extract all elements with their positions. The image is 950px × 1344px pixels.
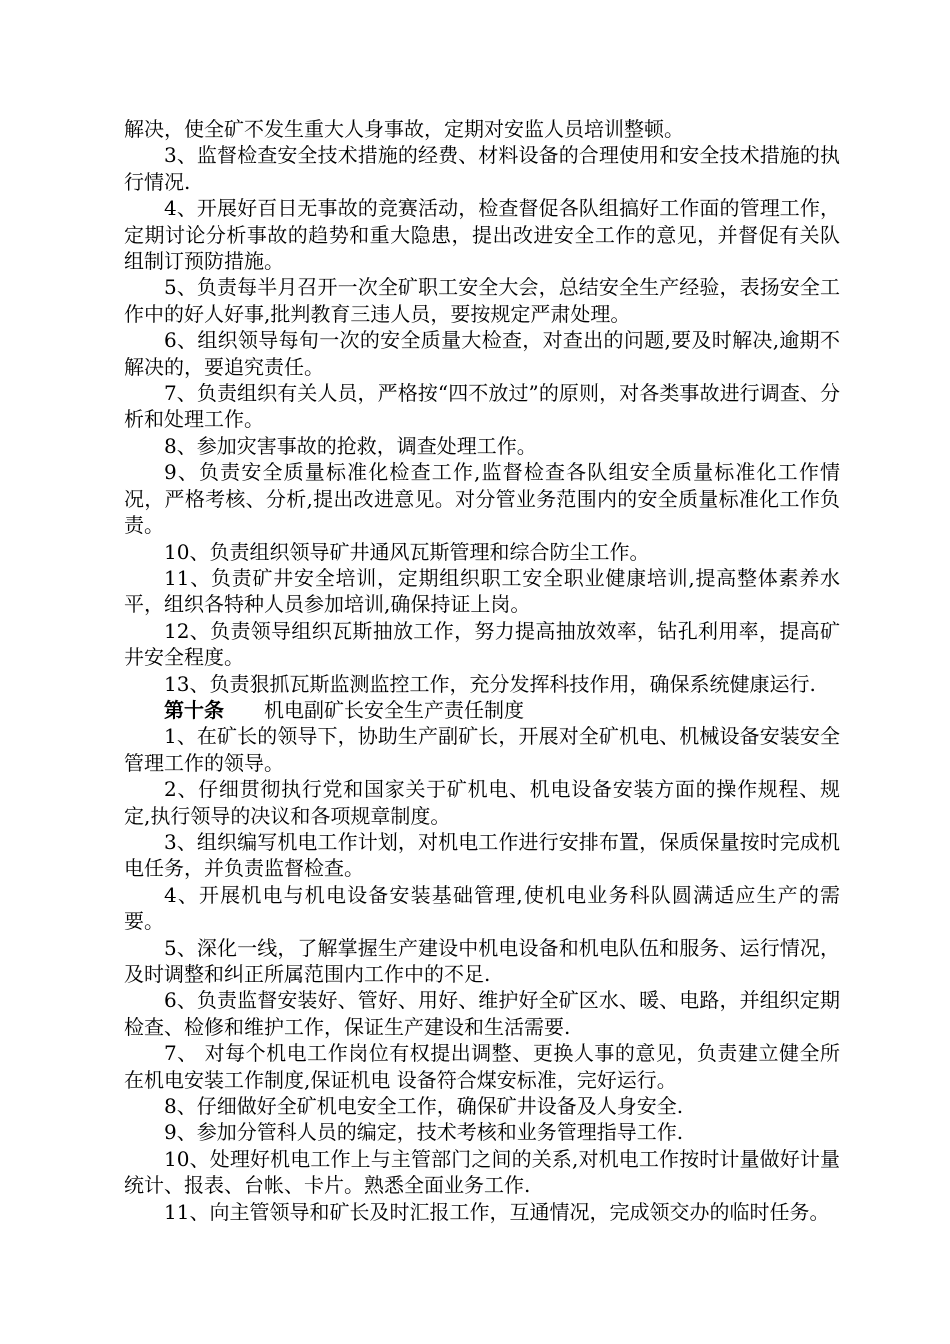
duty-item-6: 6、组织领导每旬一次的安全质量大检查，对查出的问题,要及时解决,逾期不解决的，要追究责任。 [124,328,840,379]
mech-duty-item-10: 10、处理好机电工作上与主管部门之间的关系,对机电工作按时计量做好计量统计、报表、台帐、卡片。熟悉全面业务工作. [124,1146,840,1198]
duty-item-4: 4、开展好百日无事故的竞赛活动，检查督促各队组搞好工作面的管理工作，定期讨论分析事故的趋势和重大隐患，提出改进安全工作的意见，并督促有关队组制订预防措施。 [124,196,840,274]
mech-duty-item-8: 8、仔细做好全矿机电安全工作，确保矿井设备及人身安全. [164,1094,684,1119]
document-body [124,116,840,1225]
article-title: 机电副矿长安全生产责任制度 [264,697,524,722]
mech-duty-item-4: 4、开展机电与机电设备安装基础管理,使机电业务科队圆满适应生产的需要。 [124,882,840,934]
duty-item-11: 11、负责矿井安全培训，定期组织职工安全职业健康培训,提高整体素养水平，组织各特种人员参加培训,确保持证上岗。 [124,565,840,617]
duty-item-8: 8、参加灾害事故的抢救，调查处理工作。 [164,433,537,458]
mech-duty-item-9: 9、参加分管科人员的编定，技术考核和业务管理指导工作. [164,1120,684,1145]
mech-duty-item-2: 2、仔细贯彻执行党和国家关于矿机电、机电设备安装方面的操作规程、规定,执行领导的决议和各项规章制度。 [124,777,840,828]
article-heading [124,697,840,723]
mech-duty-item-7: 7、 对每个机电工作岗位有权提出调整、更换人事的意见，负责建立健全所在机电安装工作制度,保证机电 设备符合煤安标准，完好运行。 [124,1041,840,1092]
mech-duty-item-6: 6、负责监督安装好、管好、用好、维护好全矿区水、暖、电路，并组织定期检查、检修和维护工作，保证生产建设和生活需要. [124,988,840,1039]
mech-duty-item-11: 11、向主管领导和矿长及时汇报工作，互通情况，完成领交办的临时任务。 [164,1199,830,1224]
mech-duty-item-5: 5、深化一线，了解掌握生产建设中机电设备和机电队伍和服务、运行情况，及时调整和纠正所属范围内工作中的不足. [124,935,840,986]
duty-item-10: 10、负责组织领导矿井通风瓦斯管理和综合防尘工作。 [164,539,650,564]
article-number: 第十条 [164,697,224,722]
mech-duty-item-3: 3、组织编写机电工作计划，对机电工作进行安排布置，保质保量按时完成机电任务，并负责监督检查。 [124,829,840,881]
duty-item-9: 9、负责安全质量标准化检查工作,监督检查各队组安全质量标准化工作情况，严格考核、分析,提出改进意见。对分管业务范围内的安全质量标准化工作负责。 [124,460,840,538]
duty-item-12: 12、负责领导组织瓦斯抽放工作，努力提高抽放效率，钻孔利用率，提高矿井安全程度。 [124,618,840,670]
mech-duty-item-1: 1、在矿长的领导下，协助生产副矿长，开展对全矿机电、机械设备安装安全管理工作的领导。 [124,724,840,775]
duty-item-5: 5、负责每半月召开一次全矿职工安全大会，总结安全生产经验，表扬安全工作中的好人好事,批判教育三违人员，要按规定严肃处理。 [124,275,840,326]
intro-paragraph: 解决，使全矿不发生重大人身事故，定期对安监人员培训整顿。 [124,117,684,141]
duty-item-3: 3、监督检查安全技术措施的经费、材料设备的合理使用和安全技术措施的执行情况. [124,143,840,194]
duty-item-13: 13、负责狠抓瓦斯监测监控工作，充分发挥科技作用，确保系统健康运行. [164,671,816,696]
duty-item-7: 7、负责组织有关人员，严格按“四不放过”的原则，对各类事故进行调查、分析和处理工作。 [124,381,840,432]
